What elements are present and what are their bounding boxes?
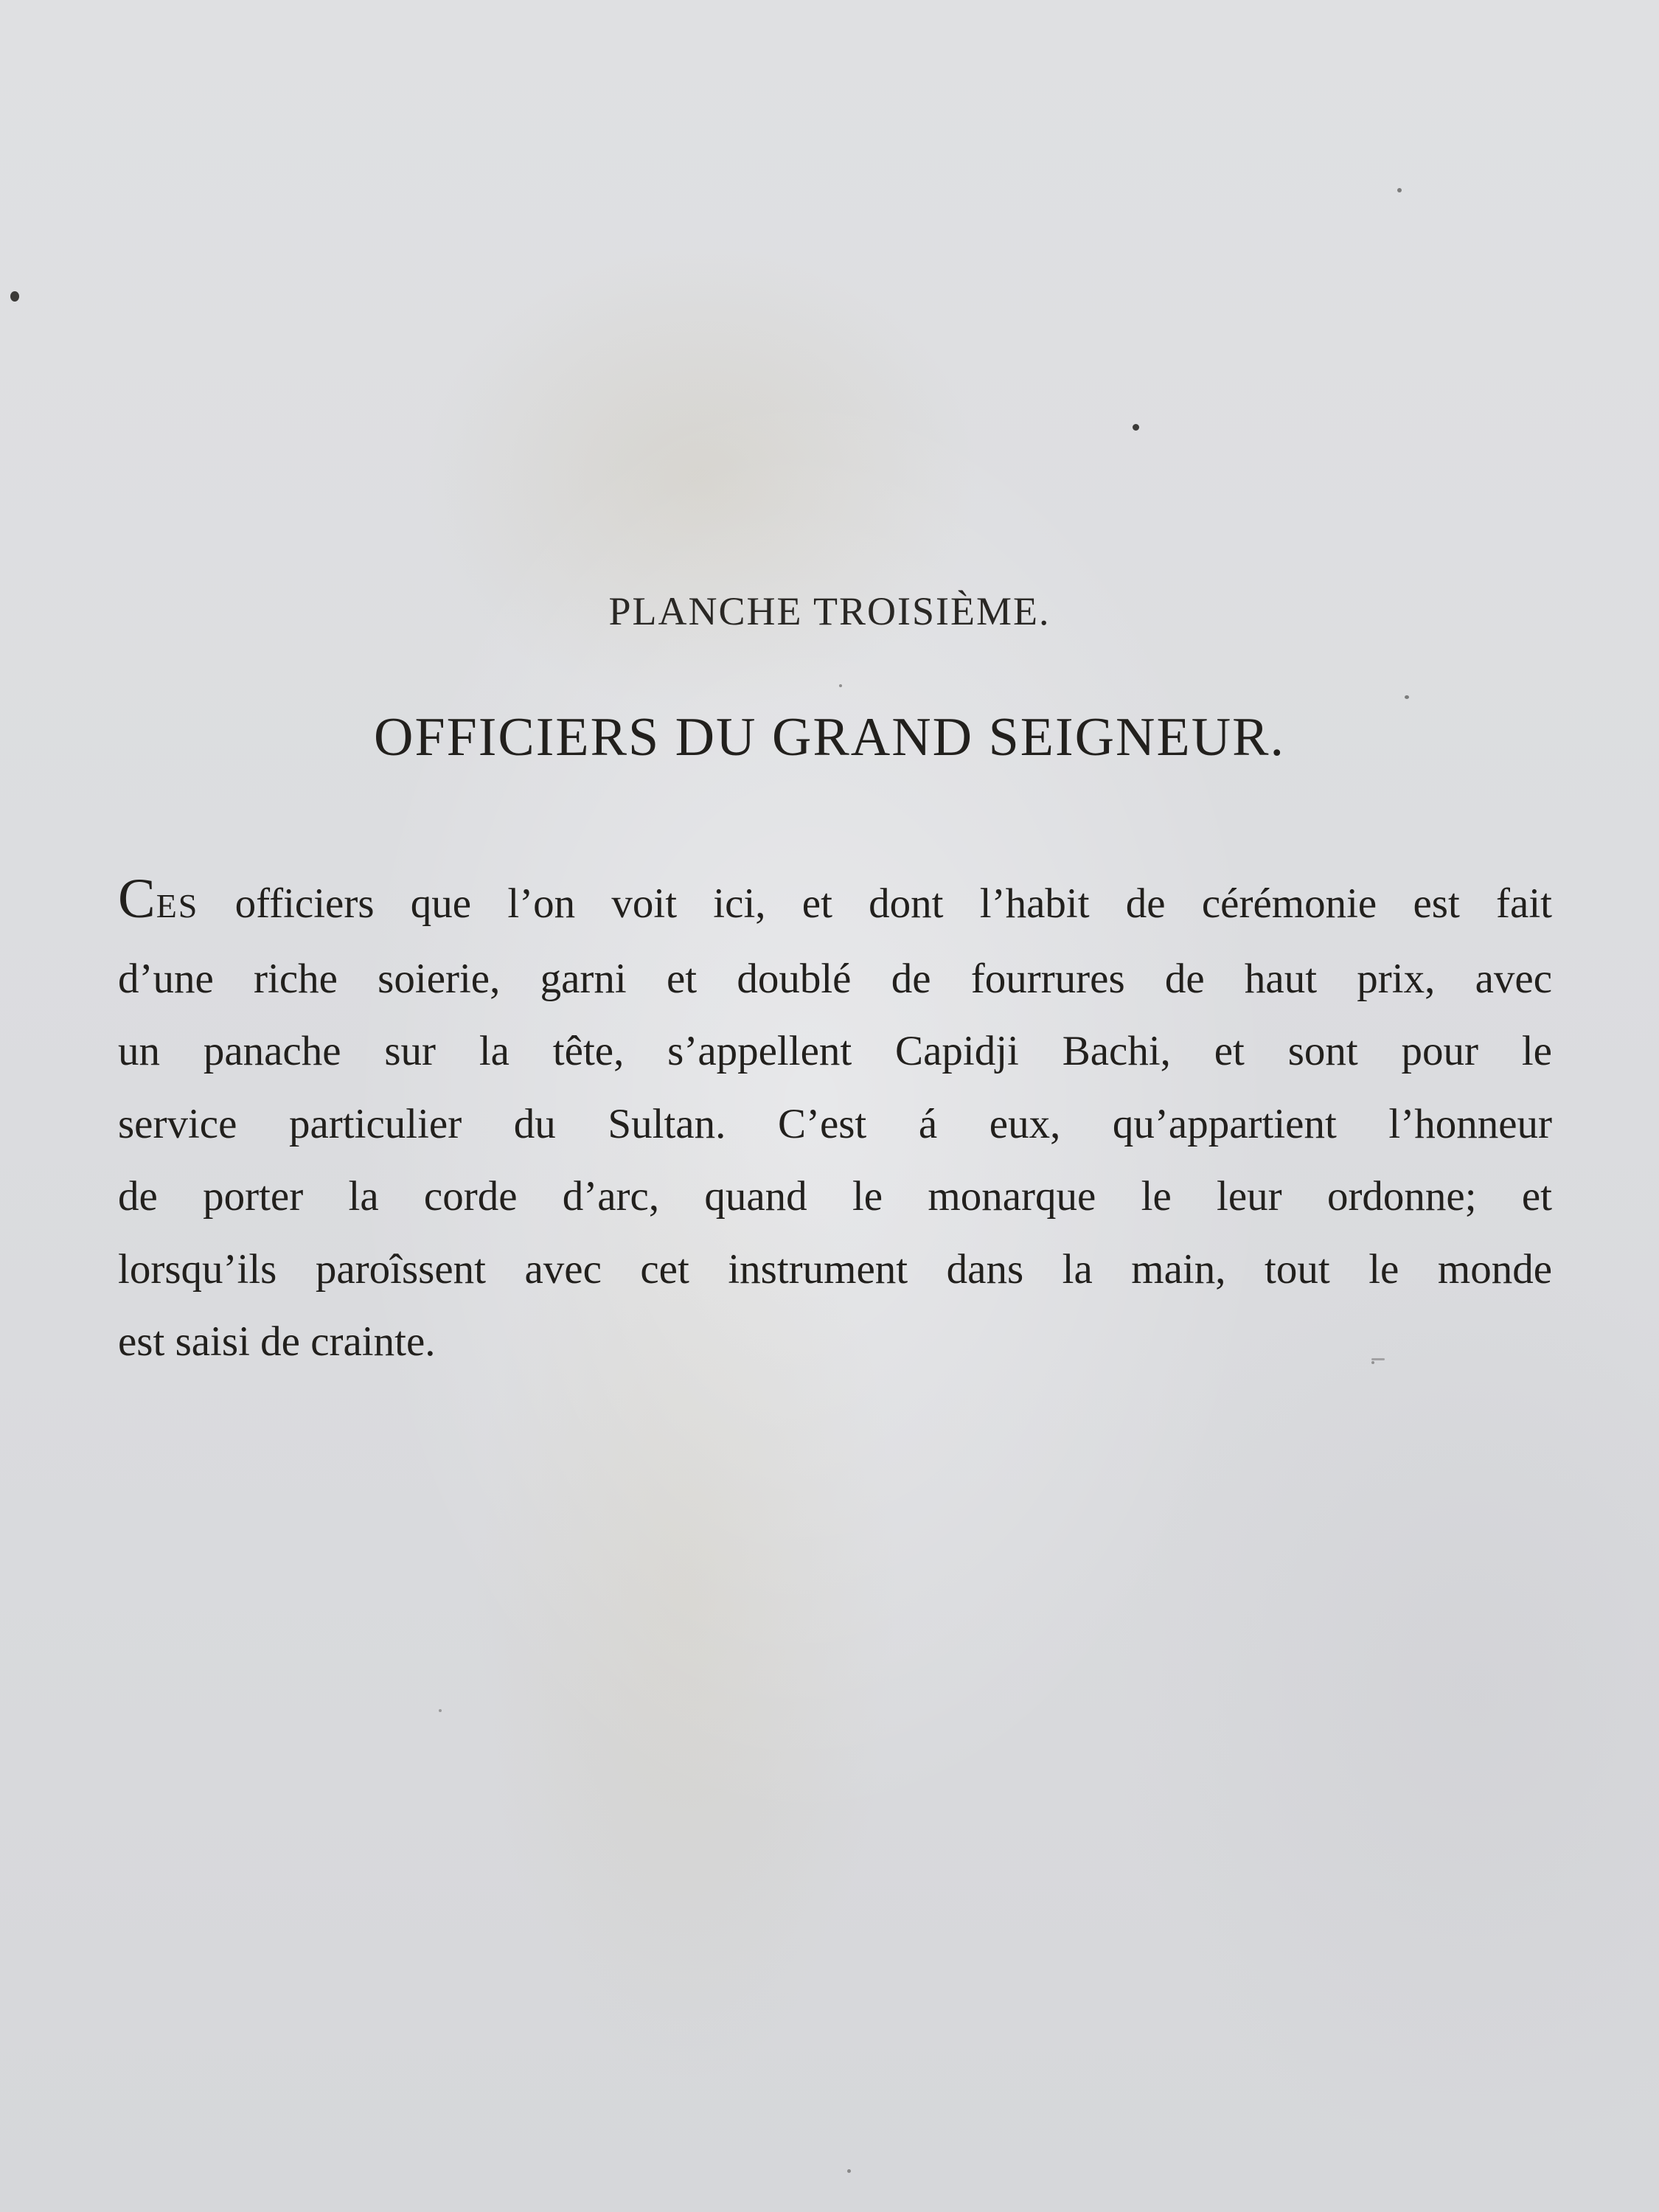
body-line-1-text: officiers que l’on voit ici, et dont l’habit de cérémonie est fait (198, 880, 1552, 927)
first-word-smallcaps: ES (156, 887, 199, 925)
paper-speck (1405, 695, 1409, 699)
paper-speck (1133, 424, 1139, 431)
body-line-4: service particulier du Sultan. C’est á eux, qu’appartient l’honneur (118, 1100, 1552, 1147)
plate-label: PLANCHE TROISIÈME. (608, 589, 1051, 633)
body-line-7: est saisi de crainte. (118, 1318, 436, 1365)
page-title: OFFICIERS DU GRAND SEIGNEUR. (374, 707, 1285, 768)
paper-speck (847, 2169, 851, 2173)
body-line-6: lorsqu’ils paroîssent avec cet instrument dans la main, tout le monde (118, 1245, 1552, 1293)
paper-speck (1397, 188, 1402, 192)
drop-cap: C (118, 868, 156, 930)
paper-speck (839, 684, 842, 687)
paper-speck (10, 291, 19, 302)
paper-speck (1371, 1358, 1385, 1360)
paper-speck (439, 1709, 442, 1712)
body-line-2: d’une riche soierie, garni et doublé de fourrures de haut prix, avec (118, 955, 1552, 1002)
paper-speck (1371, 1361, 1374, 1364)
body-line-5: de porter la corde d’arc, quand le monarque le leur ordonne; et (118, 1173, 1552, 1220)
body-line-3: un panache sur la tête, s’appellent Capidji Bachi, et sont pour le (118, 1028, 1552, 1074)
body-line-1 (118, 863, 1552, 943)
body-paragraph (118, 863, 1552, 1379)
